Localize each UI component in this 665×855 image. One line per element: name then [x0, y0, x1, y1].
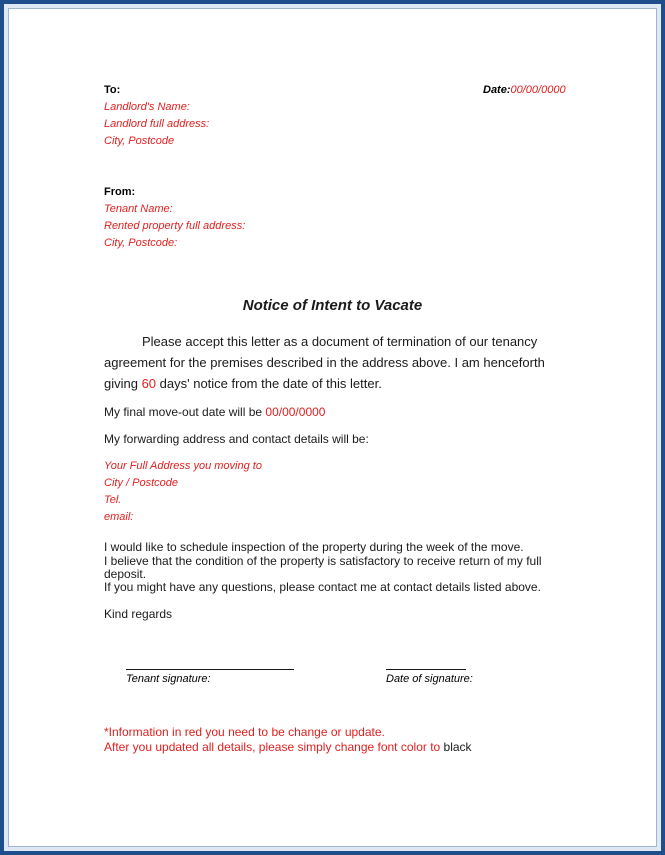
move-out-text: My final move-out date will be — [104, 405, 266, 419]
note-line-2 — [104, 740, 472, 754]
note-line-2-black: black — [443, 740, 472, 754]
date-signature-label: Date of signature: — [386, 673, 473, 685]
paragraph-line-3-pre: giving — [104, 376, 142, 391]
tenant-city-postcode: City, Postcode: — [104, 237, 178, 249]
letter-title: Notice of Intent to Vacate — [242, 297, 423, 314]
tenant-signature-label: Tenant signature: — [126, 673, 211, 685]
forwarding-email: email: — [104, 511, 134, 523]
to-label: To: — [104, 84, 121, 96]
rented-property-address: Rented property full address: — [104, 220, 246, 232]
landlord-city-postcode: City, Postcode — [104, 135, 175, 147]
from-label: From: — [104, 186, 136, 198]
tenant-name: Tenant Name: — [104, 203, 173, 215]
move-out-date: 00/00/0000 — [265, 405, 326, 419]
move-out-line — [104, 405, 325, 419]
date-signature-line — [386, 669, 466, 670]
date-value: 00/00/0000 — [510, 84, 566, 96]
paragraph-line-2: agreement for the premises described in the address above. I am henceforth — [104, 355, 545, 370]
landlord-address: Landlord full address: — [104, 118, 210, 130]
landlord-name: Landlord's Name: — [104, 101, 190, 113]
notice-days: 60 — [141, 376, 157, 391]
date-label: Date: — [483, 84, 511, 96]
forwarding-tel: Tel. — [104, 494, 122, 506]
paragraph-line-3 — [104, 376, 382, 391]
paragraph-line-3-post: days' notice from the date of this letter. — [156, 376, 382, 391]
tenant-signature-line — [126, 669, 294, 670]
note-line-1: *Information in red you need to be change or update. — [104, 725, 385, 739]
closing-line-1: I would like to schedule inspection of the property during the week of the move. — [104, 540, 524, 554]
closing-line-2: I believe that the condition of the property is satisfactory to receive return of my full — [104, 554, 542, 568]
forwarding-text: My forwarding address and contact details will be: — [104, 432, 369, 446]
forwarding-city: City / Postcode — [104, 477, 178, 489]
paragraph-line-1: Please accept this letter as a document of termination of our tenancy — [142, 334, 538, 349]
kind-regards: Kind regards — [104, 607, 173, 621]
date-line — [483, 84, 566, 96]
closing-line-3: deposit. — [104, 567, 147, 581]
note-line-2-red: After you updated all details, please simply change font color to — [104, 740, 444, 754]
closing-line-4: If you might have any questions, please contact me at contact details listed above. — [104, 580, 541, 594]
forwarding-address: Your Full Address you moving to — [104, 460, 262, 472]
